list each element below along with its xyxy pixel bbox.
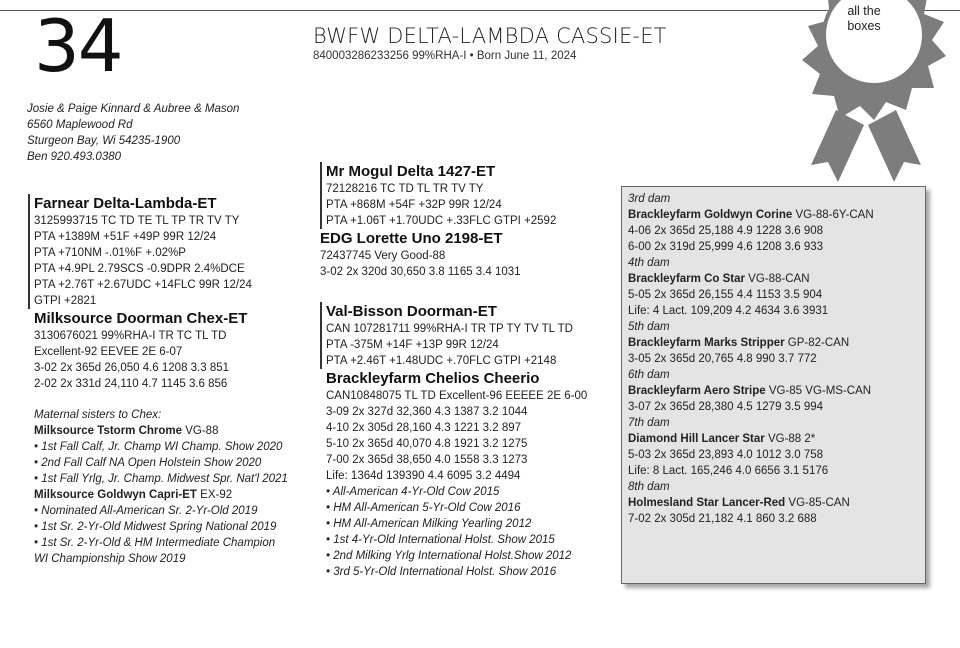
dam-label: 5th dam: [628, 321, 670, 333]
badge-line: boxes: [847, 19, 881, 33]
pedigree-line: GTPI +2821: [34, 295, 97, 307]
pedigree-line: PTA +4.9PL 2.79SCS -0.9DPR 2.4%DCE: [34, 263, 245, 275]
dam-label: 7th dam: [628, 417, 670, 429]
dam-block: [320, 229, 620, 280]
pedigree-line: CAN10848075 TL TD Excellent-96 EEEEE 2E 6-00: [326, 390, 588, 402]
pedigree-line: 3-02 2x 365d 26,050 4.6 1208 3.3 851: [34, 362, 230, 374]
pedigree-line: 3130676021 99%RHA-I TR TC TL TD: [34, 330, 227, 342]
dam-name: Brackleyfarm Co Star: [628, 273, 745, 285]
owner-line: Josie & Paige Kinnard & Aubree & Mason: [27, 103, 240, 115]
pedigree-line: PTA +1389M +51F +49P 99R 12/24: [34, 231, 217, 243]
badge-text: [829, 4, 899, 34]
sire-name: Mr Mogul Delta 1427-ET: [326, 163, 496, 180]
award-line: • 2nd Milking Yrlg International Holst.Show 2012: [326, 550, 572, 562]
award-line: • 1st 4-Yr-Old International Holst. Show 2015: [326, 534, 555, 546]
dam-record: 7-02 2x 305d 21,182 4.1 860 3.2 688: [628, 513, 817, 525]
dams-box: [621, 186, 926, 584]
award-line: • HM All-American Milking Yearling 2012: [326, 518, 532, 530]
dam-score: GP-82-CAN: [784, 337, 850, 349]
dam-score: VG-88-6Y-CAN: [792, 209, 874, 221]
owner-line: 6560 Maplewood Rd: [27, 119, 133, 131]
sire-name: Val-Bisson Doorman-ET: [326, 303, 497, 320]
pedigree-line: PTA +2.46T +1.48UDC +.70FLC GTPI +2148: [326, 355, 557, 367]
pedigree-line: 4-10 2x 305d 28,160 4.3 1221 3.2 897: [326, 422, 522, 434]
sire-column: [28, 194, 308, 567]
pedigree-line: PTA +2.76T +2.67UDC +14FLC 99R 12/24: [34, 279, 252, 291]
dam-name: Brackleyfarm Goldwyn Corine: [628, 209, 793, 221]
animal-info: 840003286233256 99%RHA-I • Born June 11, 2024: [313, 50, 577, 62]
pedigree-line: 7-00 2x 365d 38,650 4.0 1558 3.3 1273: [326, 454, 528, 466]
dam-record: 5-03 2x 365d 23,893 4.0 1012 3.0 758: [628, 449, 824, 461]
dam-block: [28, 309, 308, 567]
sister-score: EX-92: [196, 489, 233, 501]
dam-score: VG-88 2*: [764, 433, 816, 445]
award-line: WI Championship Show 2019: [34, 553, 186, 565]
dam-score: VG-88-CAN: [744, 273, 810, 285]
sister-name: Milksource Goldwyn Capri-ET: [34, 489, 197, 501]
dam-record: 4-06 2x 365d 25,188 4.9 1228 3.6 908: [628, 225, 824, 237]
dam-name: Brackleyfarm Chelios Cheerio: [326, 370, 540, 387]
award-line: • 1st Sr. 2-Yr-Old & HM Intermediate Champion: [34, 537, 276, 549]
pedigree-line: 72128216 TC TD TL TR TV TY: [326, 183, 484, 195]
sire-block: [320, 302, 620, 369]
badge-line: all the: [847, 4, 881, 18]
dam-label: 4th dam: [628, 257, 670, 269]
dam-block: [320, 369, 620, 580]
lot-number: 34: [34, 4, 122, 88]
pedigree-line: 3125993715 TC TD TE TL TP TR TV TY: [34, 215, 240, 227]
award-line: • 1st Fall Yrlg, Jr. Champ. Midwest Spr. Nat'l 2021: [34, 473, 288, 485]
pedigree-line: PTA +868M +54F +32P 99R 12/24: [326, 199, 502, 211]
dam-record: Life: 8 Lact. 165,246 4.0 6656 3.1 5176: [628, 465, 829, 477]
pedigree-line: Excellent-92 EEVEE 2E 6-07: [34, 346, 183, 358]
animal-name: BWFW DELTA-LAMBDA CASSIE-ET: [313, 24, 667, 48]
dam-score: VG-85-CAN: [785, 497, 850, 509]
owner-line: Ben 920.493.0380: [27, 151, 122, 163]
dam-record: Life: 4 Lact. 109,209 4.2 4634 3.6 3931: [628, 305, 829, 317]
dam-name: Diamond Hill Lancer Star: [628, 433, 765, 445]
pedigree-line: Life: 1364d 139390 4.4 6095 3.2 4494: [326, 470, 521, 482]
dam-record: 5-05 2x 365d 26,155 4.4 1153 3.5 904: [628, 289, 823, 301]
award-line: • 2nd Fall Calf NA Open Holstein Show 2020: [34, 457, 262, 469]
owner-block: [27, 101, 239, 165]
sister-score: VG-88: [182, 425, 219, 437]
pedigree-line: CAN 107281711 99%RHA-I TR TP TY TV TL TD: [326, 323, 573, 335]
dam-name: Milksource Doorman Chex-ET: [34, 310, 248, 327]
pedigree-line: 5-10 2x 365d 40,070 4.8 1921 3.2 1275: [326, 438, 528, 450]
sisters-heading: Maternal sisters to Chex:: [34, 409, 162, 421]
pedigree-line: 3-02 2x 320d 30,650 3.8 1165 3.4 1031: [320, 266, 521, 278]
pedigree-line: PTA -375M +14F +13P 99R 12/24: [326, 339, 499, 351]
dam-record: 3-07 2x 365d 28,380 4.5 1279 3.5 994: [628, 401, 824, 413]
pedigree-line: 3-09 2x 327d 32,360 4.3 1387 3.2 1044: [326, 406, 528, 418]
grandsire-column: [320, 162, 620, 580]
pedigree-line: 72437745 Very Good-88: [320, 250, 446, 262]
dam-label: 6th dam: [628, 369, 670, 381]
award-line: • HM All-American 5-Yr-Old Cow 2016: [326, 502, 521, 514]
dam-name: EDG Lorette Uno 2198-ET: [320, 230, 503, 247]
dam-name: Brackleyfarm Marks Stripper: [628, 337, 785, 349]
pedigree-line: 2-02 2x 331d 24,110 4.7 1145 3.6 856: [34, 378, 228, 390]
dam-score: VG-85 VG-MS-CAN: [765, 385, 872, 397]
dam-label: 8th dam: [628, 481, 670, 493]
award-line: • All-American 4-Yr-Old Cow 2015: [326, 486, 500, 498]
dam-name: Brackleyfarm Aero Stripe: [628, 385, 766, 397]
pedigree-line: PTA +710NM -.01%F +.02%P: [34, 247, 186, 259]
sire-block: [28, 194, 308, 309]
sire-name: Farnear Delta-Lambda-ET: [34, 195, 217, 212]
owner-line: Sturgeon Bay, Wi 54235-1900: [27, 135, 181, 147]
sister-name: Milksource Tstorm Chrome: [34, 425, 183, 437]
award-line: • Nominated All-American Sr. 2-Yr-Old 2019: [34, 505, 258, 517]
pedigree-line: PTA +1.06T +1.70UDC +.33FLC GTPI +2592: [326, 215, 557, 227]
award-line: • 1st Sr. 2-Yr-Old Midwest Spring National 2019: [34, 521, 277, 533]
award-line: • 3rd 5-Yr-Old International Holst. Show 2016: [326, 566, 557, 578]
sire-block: [320, 162, 620, 229]
dam-record: 6-00 2x 319d 25,999 4.6 1208 3.6 933: [628, 241, 824, 253]
dam-name: Holmesland Star Lancer-Red: [628, 497, 786, 509]
award-line: • 1st Fall Calf, Jr. Champ WI Champ. Show 2020: [34, 441, 283, 453]
dam-record: 3-05 2x 365d 20,765 4.8 990 3.7 772: [628, 353, 817, 365]
dam-label: 3rd dam: [628, 193, 671, 205]
